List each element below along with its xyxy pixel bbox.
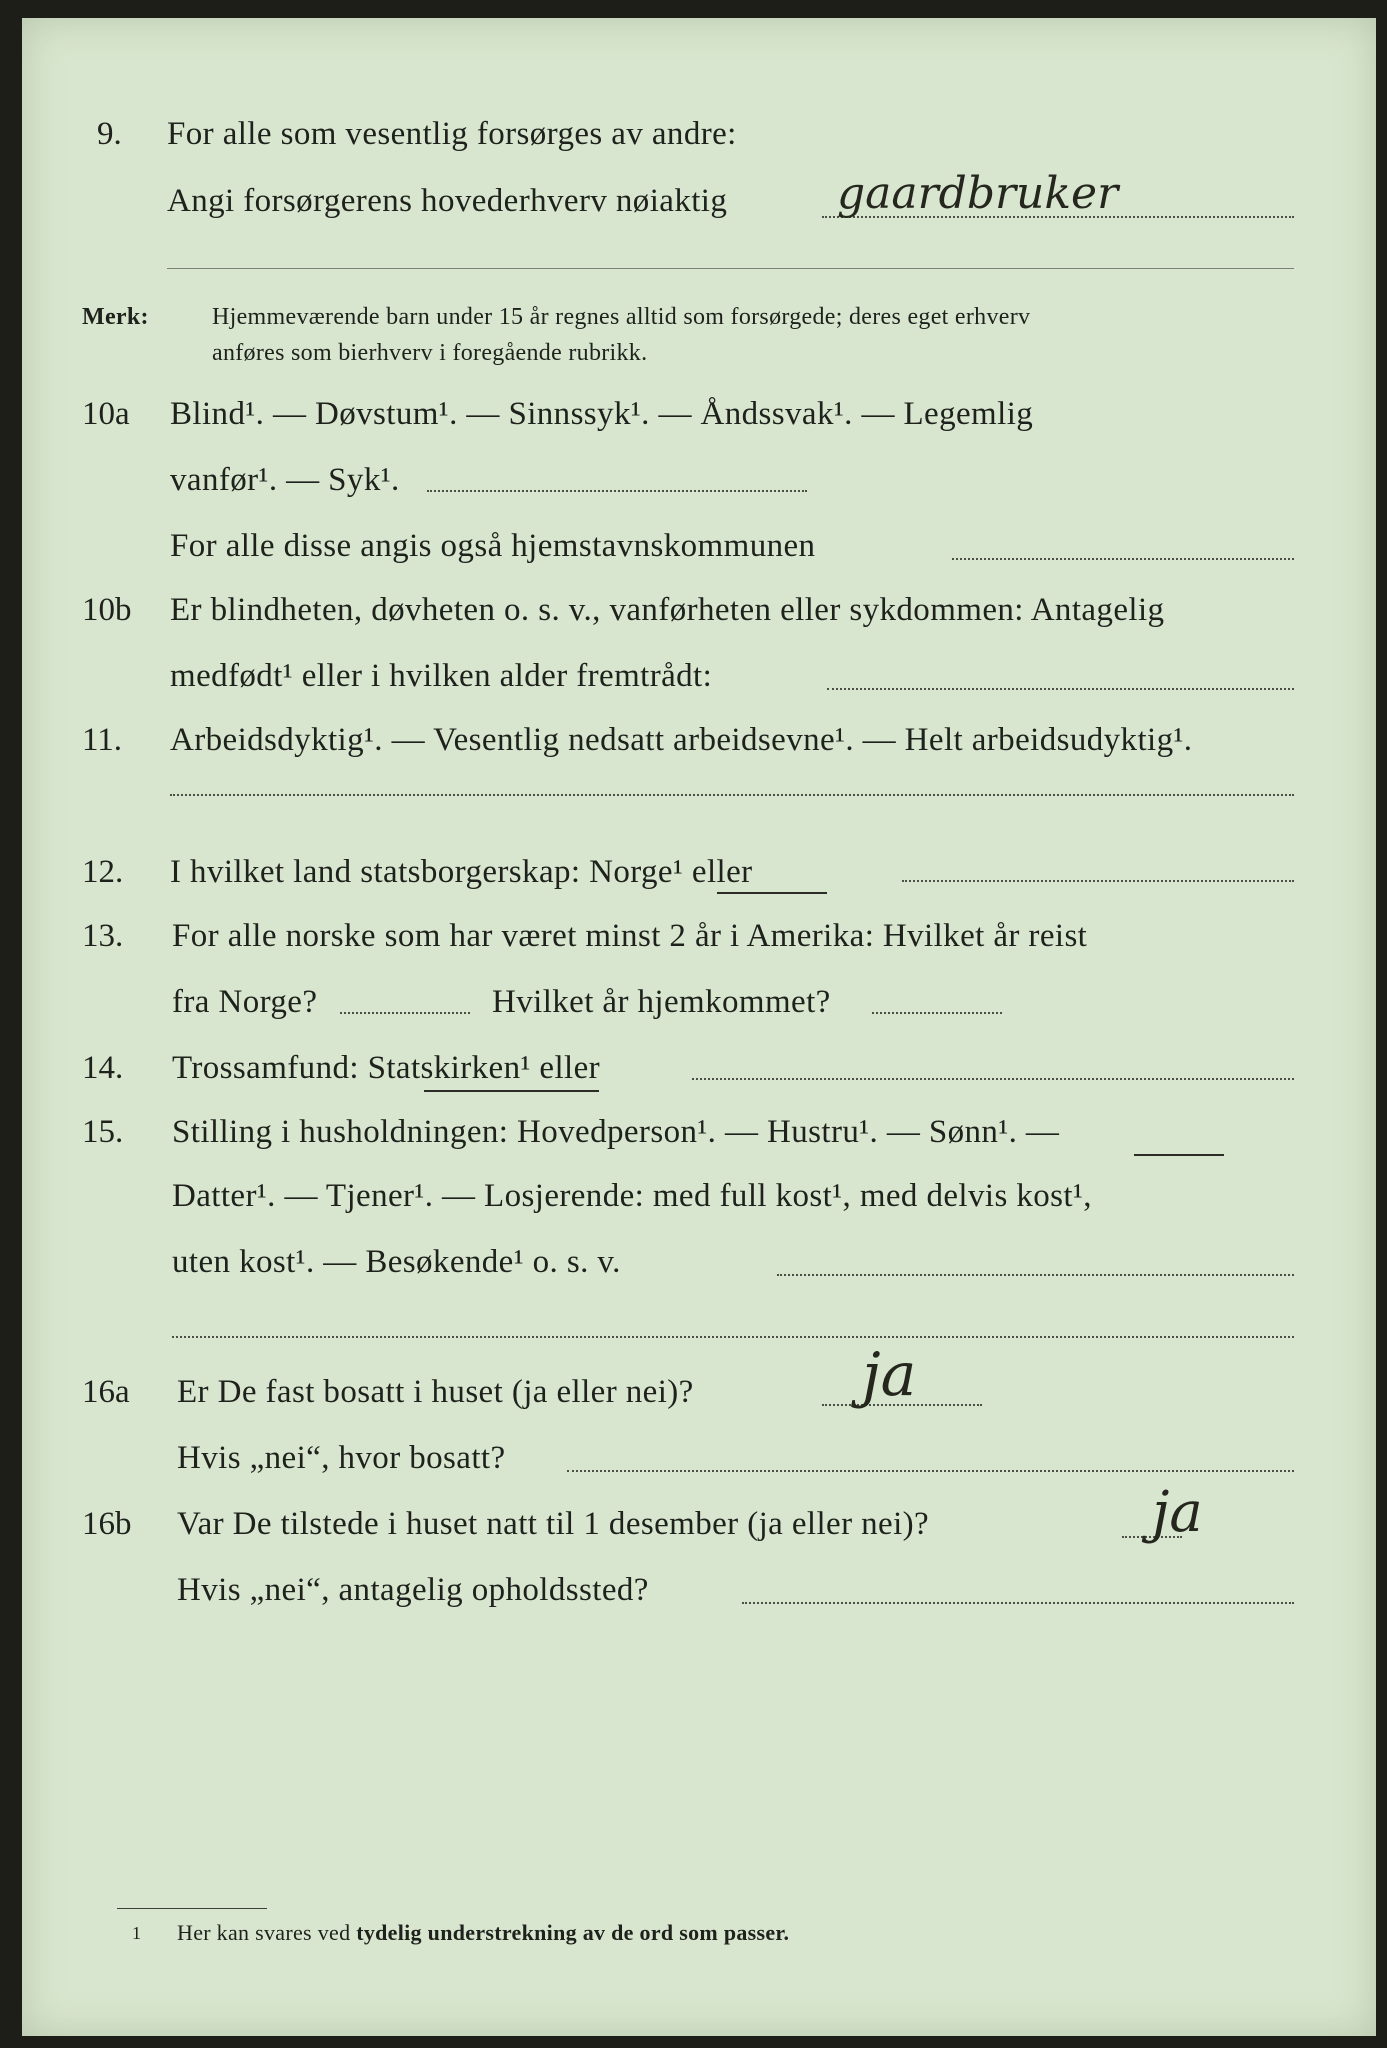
- q15-sonn-underline: [1134, 1154, 1224, 1156]
- q16b-line1: Var De tilstede i huset natt til 1 desember (ja eller nei)?: [177, 1506, 930, 1542]
- q12-answer-line: [902, 880, 1294, 882]
- divider: [167, 268, 1294, 269]
- census-form-page: [22, 18, 1376, 2036]
- q15-answer-line-2: [172, 1336, 1294, 1338]
- merk-line1: Hjemmeværende barn under 15 år regnes alltid som forsørgede; deres eget erhverv: [212, 304, 1031, 330]
- q13-hjemkommet-line: [872, 1012, 1002, 1014]
- q12-line1: I hvilket land statsborgerskap: Norge¹ eller: [170, 854, 753, 890]
- q16b-opholdssted-line: [742, 1602, 1294, 1604]
- footnote-text-plain: Her kan svares ved: [177, 1920, 351, 1945]
- q13-line2b: Hvilket år hjemkommet?: [492, 984, 831, 1020]
- footnote-text-bold: tydelig understrekning av de ord som passer.: [356, 1920, 790, 1945]
- q12-norge-underline: [717, 892, 827, 894]
- q10b-line1: Er blindheten, døvheten o. s. v., vanførheten eller sykdommen: Antagelig: [170, 592, 1165, 628]
- q10a-syk-line: [427, 490, 807, 492]
- q10a-answer-line: [952, 558, 1294, 560]
- footnote-rule: [117, 1908, 267, 1909]
- q9-handwritten-answer: gaardbruker: [837, 168, 1119, 219]
- q15-line2: Datter¹. — Tjener¹. — Losjerende: med full kost¹, med delvis kost¹,: [172, 1178, 1092, 1214]
- q11-answer-line: [170, 794, 1294, 796]
- q15-answer-line: [777, 1274, 1294, 1276]
- q16b-handwritten-answer: ja: [1152, 1480, 1203, 1545]
- q15-line3: uten kost¹. — Besøkende¹ o. s. v.: [172, 1244, 621, 1280]
- merk-label: Merk:: [82, 304, 149, 330]
- q16a-handwritten-answer: ja: [862, 1340, 917, 1410]
- q10a-number: 10a: [82, 396, 130, 432]
- footnote-marker: 1: [132, 1923, 142, 1943]
- q11-line1: Arbeidsdyktig¹. — Vesentlig nedsatt arbeidsevne¹. — Helt arbeidsudyktig¹.: [170, 722, 1193, 758]
- q14-line1: Trossamfund: Statskirken¹ eller: [172, 1050, 601, 1086]
- q14-answer-line: [692, 1078, 1294, 1080]
- q10a-line3: For alle disse angis også hjemstavnskommunen: [170, 528, 816, 564]
- q10a-line1: Blind¹. — Døvstum¹. — Sinnssyk¹. — Åndssvak¹. — Legemlig: [170, 396, 1034, 432]
- q10a-line2: vanfør¹. — Syk¹.: [170, 462, 400, 498]
- q16a-line2: Hvis „nei“, hvor bosatt?: [177, 1440, 506, 1476]
- q15-number: 15.: [82, 1114, 124, 1150]
- q10b-answer-line: [827, 688, 1294, 690]
- q14-number: 14.: [82, 1050, 124, 1086]
- q10b-number: 10b: [82, 592, 132, 628]
- q13-line1: For alle norske som har været minst 2 år i Amerika: Hvilket år reist: [172, 918, 1088, 954]
- merk-line2: anføres som bierhverv i foregående rubrikk.: [212, 340, 648, 366]
- q11-number: 11.: [82, 722, 123, 758]
- q16b-number: 16b: [82, 1506, 132, 1542]
- q16a-number: 16a: [82, 1374, 130, 1410]
- q13-reist-line: [340, 1012, 470, 1014]
- q9-line1: For alle som vesentlig forsørges av andre:: [167, 116, 737, 152]
- q16a-bosatt-line: [567, 1470, 1294, 1472]
- q14-statskirken-underline: [424, 1090, 599, 1092]
- q16b-line2: Hvis „nei“, antagelig opholdssted?: [177, 1572, 649, 1608]
- q13-line2a: fra Norge?: [172, 984, 318, 1020]
- q13-number: 13.: [82, 918, 124, 954]
- q9-line2: Angi forsørgerens hovederhverv nøiaktig: [167, 183, 728, 219]
- q15-line1: Stilling i husholdningen: Hovedperson¹. — Hustru¹. — Sønn¹. —: [172, 1114, 1060, 1150]
- q12-number: 12.: [82, 854, 124, 890]
- q16a-line1: Er De fast bosatt i huset (ja eller nei)?: [177, 1374, 694, 1410]
- q10b-line2: medfødt¹ eller i hvilken alder fremtrådt:: [170, 658, 713, 694]
- footnote-text: [177, 1920, 789, 1946]
- q9-number: 9.: [97, 116, 122, 152]
